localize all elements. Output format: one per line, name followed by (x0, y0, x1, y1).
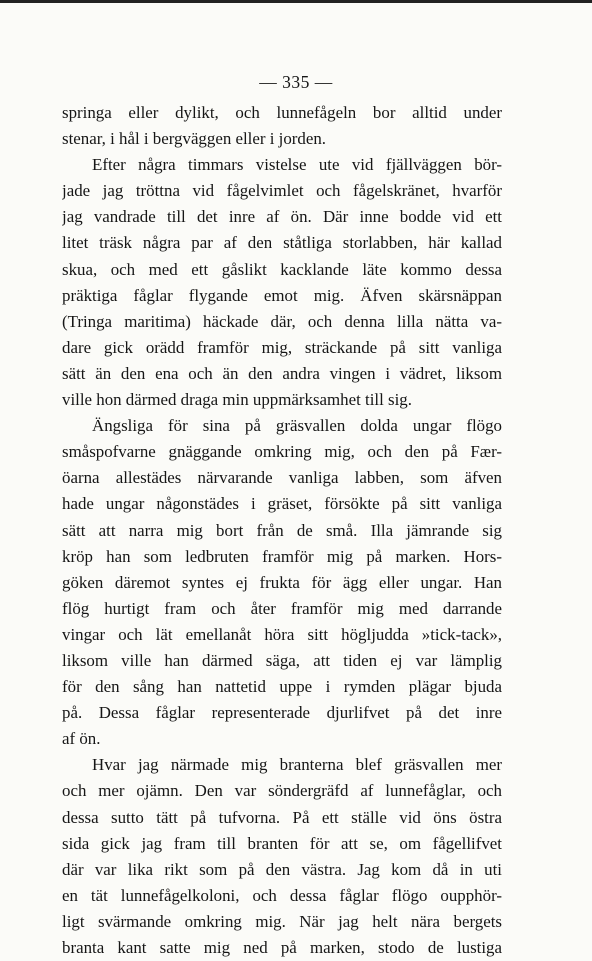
text-line: småspofvarne gnäggande omkring mig, och den på Fær- (62, 442, 502, 462)
body-text (62, 100, 502, 961)
text-line: dare gick orädd framför mig, sträckande på sitt vanliga (62, 337, 502, 357)
text-line: (Tringa maritima) häckade där, och denna lilla nätta va- (62, 311, 502, 331)
text-line: Hvar jag närmade mig branterna blef gräsvallen mer (92, 755, 502, 775)
text-line: ligt svärmande omkring mig. När jag helt nära bergets (62, 911, 502, 931)
text-line: präktiga fåglar flygande emot mig. Äfven skärsnäppan (62, 285, 502, 305)
text-line: af ön. (62, 729, 101, 749)
text-line: där var lika rikt som på den västra. Jag kom då in uti (62, 859, 502, 879)
text-line: litet träsk några par af den ståtliga storlabben, här kallad (62, 233, 502, 253)
top-edge-line (0, 0, 592, 3)
text-line: jade jag tröttna vid fågelvimlet och fågelskränet, hvarför (62, 181, 502, 201)
text-line: springa eller dylikt, och lunnefågeln bor alltid under (62, 103, 502, 122)
text-line: sätt än den ena och än den andra vingen i vädret, liksom (62, 363, 502, 383)
text-line: jag vandrade till det inre af ön. Där inne bodde vid ett (62, 207, 502, 227)
text-line: liksom ville han därmed säga, att tiden ej var lämplig (62, 650, 502, 670)
text-line: Efter några timmars vistelse ute vid fjällväggen bör- (92, 155, 502, 175)
page-number: — 335 — (259, 72, 333, 92)
text-line: stenar, i hål i bergväggen eller i jorden. (62, 129, 327, 149)
text-line: på. Dessa fåglar representerade djurlifvet på det inre (62, 703, 502, 723)
text-line: dessa sutto tätt på tufvorna. På ett ställe vid öns östra (62, 807, 502, 827)
text-line: vingar och lät emellanåt höra sitt högljudda »tick-tack», (62, 624, 502, 644)
text-line: ville hon därmed draga min uppmärksamhet till sig. (62, 390, 412, 410)
text-line: Ängsliga för sina på gräsvallen dolda ungar flögo (92, 416, 502, 436)
text-line: för den sång han nattetid uppe i rymden plägar bjuda (62, 677, 502, 697)
text-line: hade ungar någonstädes i gräset, försökte på sitt vanliga (62, 494, 502, 514)
text-line: och mer ojämn. Den var söndergräfd af lunnefåglar, och (62, 781, 502, 801)
text-line: flög hurtigt fram och åter framför mig med darrande (62, 598, 502, 618)
text-line: kröp han som ledbruten framför mig på marken. Hors- (62, 546, 502, 566)
text-line: skua, och med ett gåslikt kacklande läte kommo dessa (62, 259, 502, 279)
text-line: sida gick jag fram till branten för att se, om fågellifvet (62, 833, 502, 853)
text-line: en tät lunnefågelkoloni, och dessa fåglar flögo oupphör- (62, 885, 502, 905)
text-line: sätt att narra mig bort från de små. Illa jämrande sig (62, 520, 502, 540)
text-line: göken däremot syntes ej frukta för ägg eller ungar. Han (62, 572, 502, 592)
text-line: öarna allestädes närvarande vanliga labben, som äfven (62, 468, 502, 488)
text-line: branta kant satte mig ned på marken, stodo de lustiga (62, 938, 502, 957)
